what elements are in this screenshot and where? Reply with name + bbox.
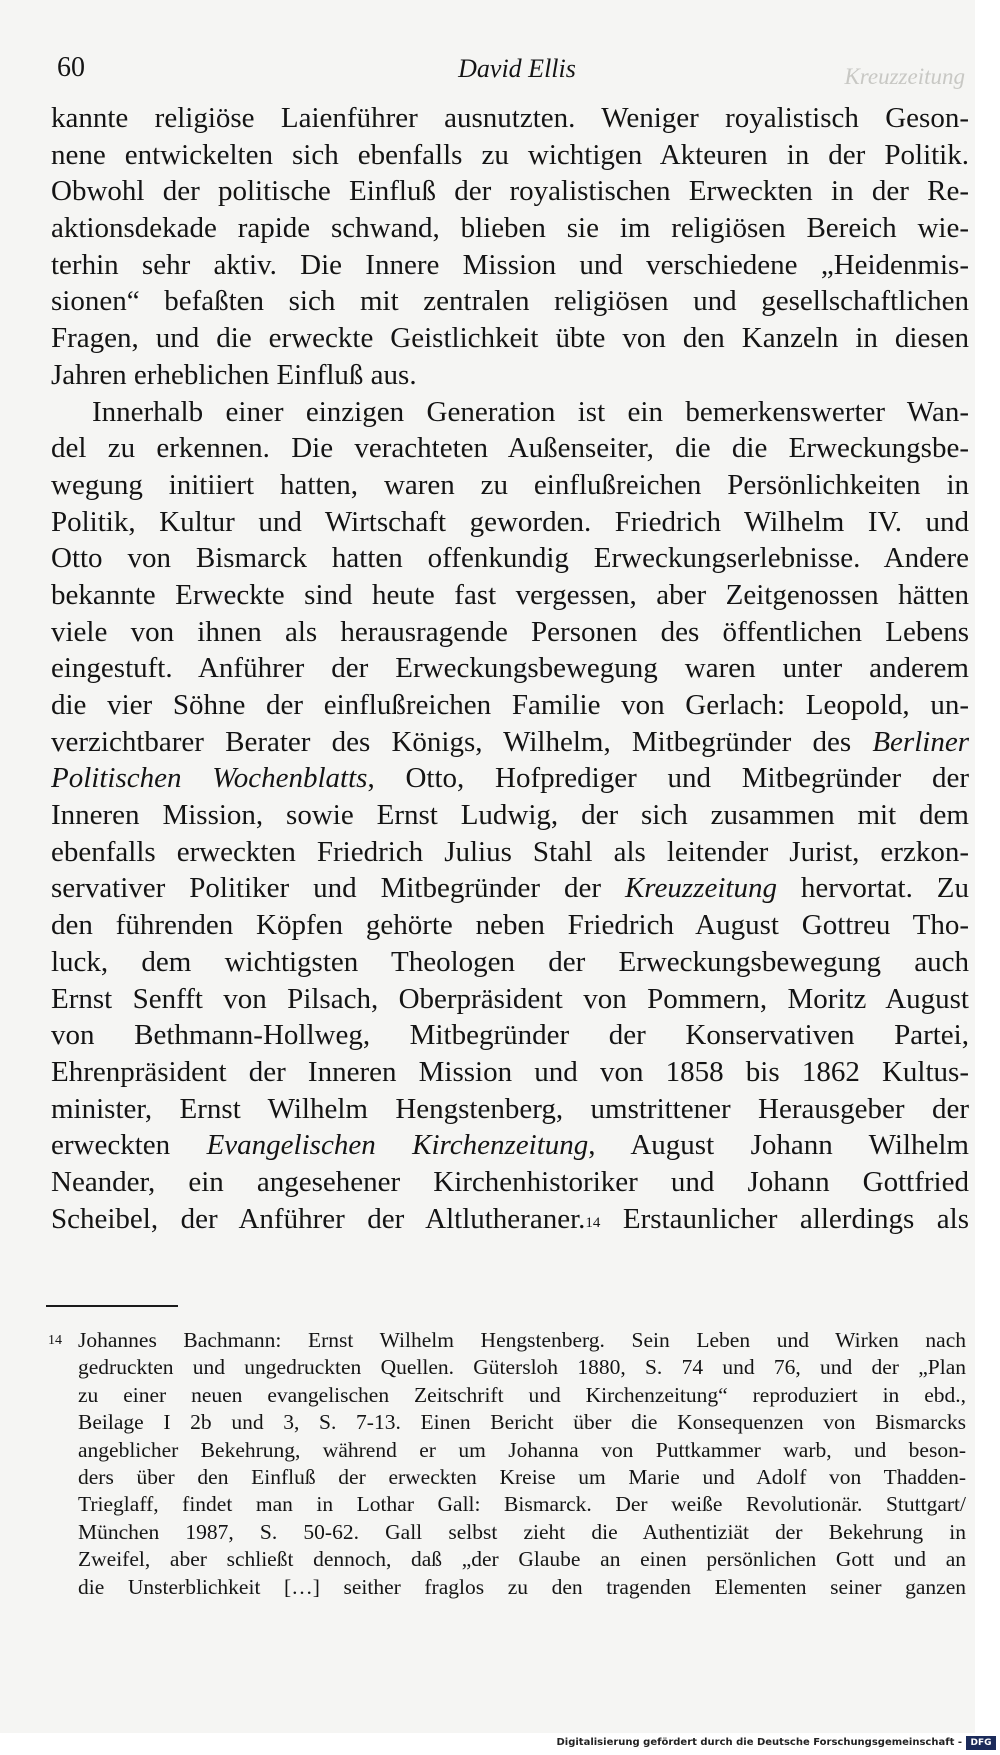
- running-header: [57, 48, 965, 89]
- digitization-credit: Digitalisierung gefördert durch die Deutsche Forschungsgemeinschaft -: [556, 1737, 962, 1748]
- text-segment: erweckten: [51, 1129, 207, 1162]
- text-line: von Bethmann-Hollweg, Mitbegründer der Konservativen Partei,: [51, 1019, 969, 1052]
- text-line: [51, 1201, 969, 1238]
- text-line: sionen“ befaßten sich mit zentralen religiösen und gesellschaftlichen: [51, 285, 969, 318]
- italic-title: Evangelischen Kirchenzeitung: [206, 1129, 589, 1162]
- footnote-reference: 14: [585, 1214, 601, 1231]
- page-number: 60: [57, 52, 85, 83]
- text-segment: Scheibel, der Anführer der Altlutheraner.: [51, 1202, 586, 1235]
- text-line: Ernst Senfft von Pilsach, Oberpräsident von Pommern, Moritz August: [51, 982, 969, 1015]
- footnote-line: Zweifel, aber schließt dennoch, daß „der Glaube an einen persönlichen Gott und an: [78, 1547, 966, 1572]
- text-line: Ehrenpräsident der Inneren Mission und von 1858 bis 1862 Kultus-: [51, 1055, 969, 1088]
- scan-margin: [975, 0, 1000, 1755]
- text-line: Neander, ein angesehener Kirchenhistoriker und Johann Gottfried: [51, 1165, 969, 1198]
- dfg-logo-icon: DFG: [966, 1736, 996, 1750]
- footnote-line: angeblicher Bekehrung, während er um Johanna von Puttkammer warb, und beson-: [78, 1437, 966, 1462]
- footnote-line: Beilage I 2b und 3, S. 7-13. Einen Bericht über die Konsequenzen von Bismarcks: [78, 1410, 966, 1435]
- footnote-line: gedruckten und ungedruckten Quellen. Gütersloh 1880, S. 74 und 76, und der „Plan: [78, 1355, 966, 1380]
- text-line: wegung initiiert hatten, waren zu einflußreichen Persönlichkeiten in: [51, 468, 969, 501]
- footnote-line: zu einer neuen evangelischen Zeitschrift und Kirchenzeitung“ reproduziert in ebd.,: [78, 1382, 966, 1407]
- bleed-through-text: Kreuzzeitung: [844, 64, 965, 89]
- footnote-number: 14: [48, 1333, 62, 1348]
- text-line: Obwohl der politische Einfluß der royalistischen Erweckten in der Re-: [51, 175, 969, 208]
- text-segment: , August Johann Wilhelm: [588, 1129, 969, 1162]
- footnote-line: die Unsterblichkeit […] seither fraglos zu den tragenden Elementen seiner ganzen: [78, 1574, 966, 1599]
- body-text: [51, 100, 969, 1237]
- text-line: Innerhalb einer einzigen Generation ist ein bemerkenswerter Wan-: [92, 395, 969, 428]
- running-head-author: David Ellis: [458, 54, 576, 83]
- text-line: ebenfalls erweckten Friedrich Julius Stahl als leitender Jurist, erzkon-: [51, 835, 969, 868]
- text-line: Politik, Kultur und Wirtschaft geworden. Friedrich Wilhelm IV. und: [51, 505, 969, 538]
- footnote-line: Trieglaff, findet man in Lothar Gall: Bismarck. Der weiße Revolutionär. Stuttgart/: [78, 1492, 966, 1517]
- text-line: den führenden Köpfen gehörte neben Friedrich August Gottreu Tho-: [51, 909, 969, 942]
- text-line: aktionsdekade rapide schwand, blieben sie im religiösen Bereich wie-: [51, 212, 969, 245]
- italic-title: Kreuzzeitung: [624, 872, 777, 905]
- text-line: eingestuft. Anführer der Erweckungsbewegung waren unter anderem: [51, 652, 969, 685]
- text-line: viele von ihnen als herausragende Personen des öffentlichen Lebens: [51, 615, 969, 648]
- text-line: Otto von Bismarck hatten offenkundig Erweckungserlebnisse. Andere: [51, 542, 969, 575]
- text-line: nene entwickelten sich ebenfalls zu wichtigen Akteuren in der Politik.: [51, 138, 969, 171]
- text-line: [51, 760, 969, 797]
- text-segment: verzichtbarer Berater des Königs, Wilhelm, Mitbegründer des: [51, 725, 873, 758]
- footnote-line: München 1987, S. 50-62. Gall selbst zieht die Authentiziät der Bekehrung in: [78, 1519, 966, 1544]
- text-line: Fragen, und die erweckte Geistlichkeit übte von den Kanzeln in diesen: [51, 322, 969, 355]
- text-segment: , Otto, Hofprediger und Mitbegründer der: [367, 762, 969, 795]
- footnote-divider: [46, 1305, 178, 1307]
- italic-title: Politischen Wochenblatts: [51, 762, 368, 795]
- text-line: Inneren Mission, sowie Ernst Ludwig, der sich zusammen mit dem: [51, 799, 969, 832]
- text-line: [51, 724, 969, 761]
- text-line: kannte religiöse Laienführer ausnutzten. Weniger royalistisch Geson-: [51, 102, 969, 134]
- text-line: del zu erkennen. Die verachteten Außenseiter, die die Erweckungsbe-: [51, 432, 969, 465]
- footnote: [48, 1327, 968, 1601]
- footnote-line: ders über den Einfluß der erweckten Kreise um Marie und Adolf von Thadden-: [78, 1464, 966, 1489]
- footnote-line: Johannes Bachmann: Ernst Wilhelm Hengstenberg. Sein Leben und Wirken nach: [78, 1328, 966, 1352]
- text-line: [51, 1127, 969, 1164]
- text-line: terhin sehr aktiv. Die Innere Mission und verschiedene „Heidenmis-: [51, 248, 969, 281]
- text-line: die vier Söhne der einflußreichen Familie von Gerlach: Leopold, un-: [51, 689, 969, 721]
- text-line: [51, 870, 969, 907]
- italic-title: Berliner: [872, 725, 969, 758]
- text-segment: hervortat. Zu: [776, 872, 969, 905]
- text-line: luck, dem wichtigsten Theologen der Erweckungsbewegung auch: [51, 945, 969, 978]
- text-segment: servativer Politiker und Mitbegründer der: [51, 872, 625, 905]
- text-line: Jahren erheblichen Einfluß aus.: [51, 358, 417, 391]
- text-line: bekannte Erweckte sind heute fast vergessen, aber Zeitgenossen hätten: [51, 578, 969, 611]
- digitization-credit-bar: [0, 1733, 1000, 1755]
- text-line: minister, Ernst Wilhelm Hengstenberg, umstrittener Herausgeber der: [51, 1092, 969, 1125]
- text-segment: Erstaunlicher allerdings als: [600, 1202, 969, 1235]
